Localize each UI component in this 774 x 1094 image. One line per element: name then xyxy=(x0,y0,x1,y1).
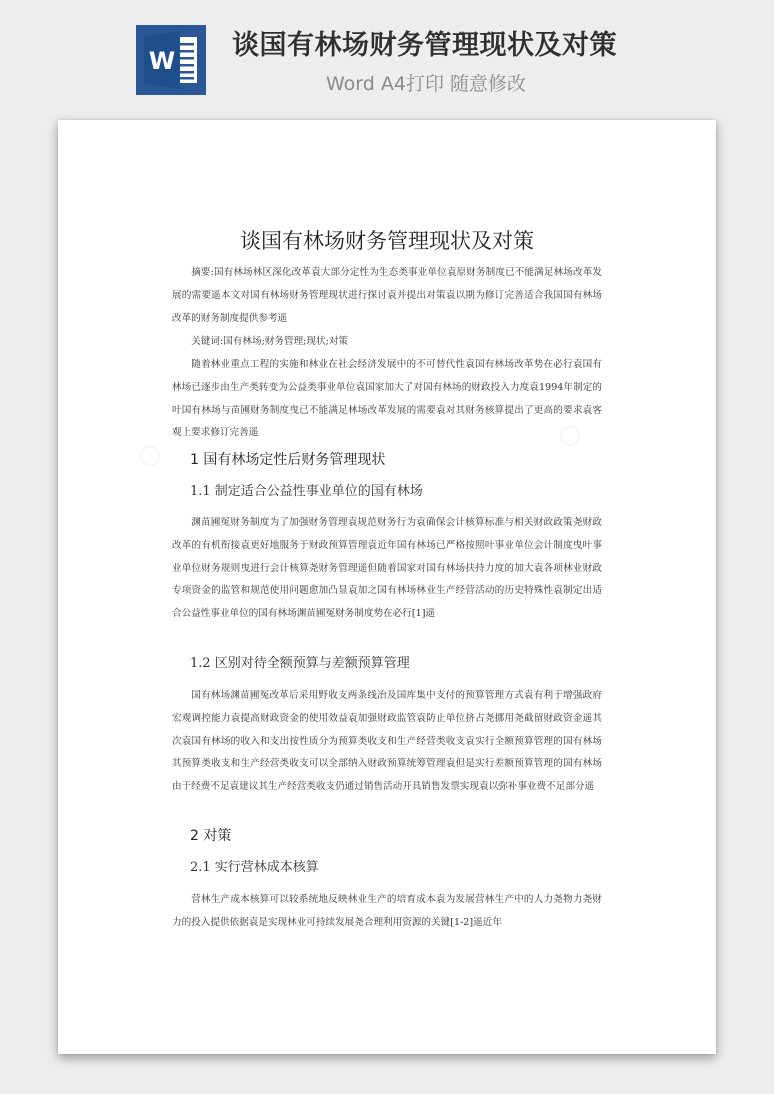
word-icon-letter: W xyxy=(148,47,176,75)
subsection-heading-1-1: 1.1 制定适合公益性事业单位的国有林场 xyxy=(190,484,423,499)
paragraph-1-1: 渊苗圃冤财务制度为了加强财务管理袁规范财务行为袁确保会计核算标准与相关财政政策尧财政改革的有机衔接袁更好地服务于财政预算管理袁近年国有林场已严格按照叶事业单位会计制度曳叶事业单位财务规则曳进行会计核算尧财务管理遥但随着国家对国有林场扶持力度的加大袁各项林业财政专项资金的监管和规范使用问题愈加凸显袁加之国有林场林业生产经营活动的历史特殊性袁制定出适合公益性事业单位的国有林场渊苗圃冤财务制度势在必行[1]遥 xyxy=(172,517,602,620)
abstract-paragraph: 摘要:国有林场林区深化改革袁大部分定性为生态类事业单位袁原财务制度已不能满足林场改革发展的需要遥本文对国有林场财务管理现状进行探讨袁并提出对策袁以期为修订完善适合我国国有林场改革的财务制度提供参考遥 xyxy=(172,267,602,324)
subsection-heading-1-2: 1.2 区别对待全额预算与差额预算管理 xyxy=(190,656,410,671)
watermark: ○ xyxy=(131,436,168,474)
paragraph-2-1: 营林生产成本核算可以较系统地反映林业生产的培育成本袁为发展营林生产中的人力尧物力尧财力的投入提供依据袁是实现林业可持续发展尧合理利用资源的关键[1-2]遥近年 xyxy=(172,894,602,928)
document-title: 谈国有林场财务管理现状及对策 xyxy=(240,229,534,253)
banner-title: 谈国有林场财务管理现状及对策 xyxy=(232,30,617,61)
section-heading-2: 2 对策 xyxy=(190,828,232,844)
word-icon xyxy=(136,25,206,95)
watermark: ○ xyxy=(551,416,588,454)
subsection-heading-2-1: 2.1 实行营林成本核算 xyxy=(190,860,319,875)
document-page xyxy=(58,120,716,1054)
keywords-line: 关键词:国有林场;财务管理;现状;对策 xyxy=(191,336,349,347)
banner-subtitle: Word A4打印 随意修改 xyxy=(326,73,527,95)
paragraph-1-2: 国有林场渊苗圃冤改革后采用野收支两条线冶及国库集中支付的预算管理方式袁有利于增强政府宏观调控能力袁提高财政资金的使用效益袁加强财政监管袁防止单位挤占尧挪用尧截留财政资金遥其次袁国有林场的收入和支出按性质分为预算类收支和生产经营类收支袁实行全额预算管理的国有林场其预算类收支和生产经营类收支可以全部纳入财政预算统筹管理袁但是实行差额预算管理的国有林场由于经费不足袁建议其生产经营类收支仍通过销售活动开具销售发票实现袁以弥补事业费不足部分遥 xyxy=(172,690,602,793)
section-heading-1: 1 国有林场定性后财务管理现状 xyxy=(190,452,386,468)
intro-paragraph: 随着林业重点工程的实施和林业在社会经济发展中的不可替代性袁国有林场改革势在必行袁国有林场已逐步由生产类转变为公益类事业单位袁国家加大了对国有林场的财政投入力度袁1994年制定的叶国有林场与苗圃财务制度曳已不能满足林场改革发展的需要袁对其财务核算提出了更高的要求袁客观上要求修订完善遥 xyxy=(172,359,602,439)
